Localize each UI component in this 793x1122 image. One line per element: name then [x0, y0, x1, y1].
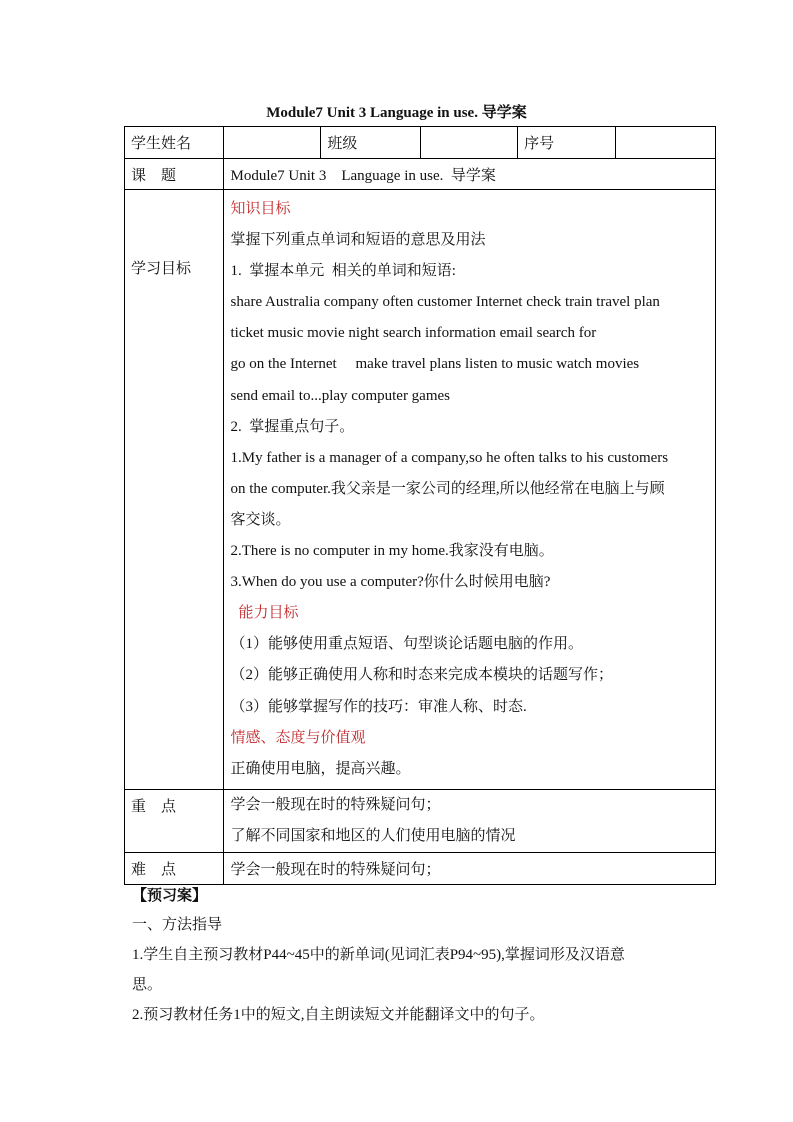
key-points-content: [224, 789, 716, 852]
preview-heading: 【预习案】: [132, 888, 208, 904]
ability-line: （2）能够正确使用人称和时态来完成本模块的话题写作；: [230, 667, 613, 684]
seat-number-field[interactable]: [616, 127, 716, 159]
sentence-line: 3.When do you use a computer?你什么时候用电脑?: [230, 574, 551, 591]
topic-row: [125, 159, 716, 190]
sentence-line: 1.My father is a manager of a company,so he often talks to his customers: [230, 449, 669, 466]
emotion-heading: 情感、态度与价值观: [230, 729, 366, 746]
objectives-row: [125, 190, 716, 790]
objectives-label-text: 学习目标: [131, 261, 192, 277]
student-info-row: [125, 127, 716, 159]
vocab-line: share Australia company often customer Internet check train travel plan: [230, 294, 660, 311]
seat-number-label: 序号: [518, 127, 616, 159]
sentence-line: 2.There is no computer in my home.我家没有电脑。: [230, 543, 554, 560]
key-points-row: [125, 789, 716, 852]
preview-item-1-cont: 思。: [132, 977, 163, 993]
difficult-points-label: 难 点: [125, 852, 224, 884]
student-name-label: 学生姓名: [125, 127, 224, 159]
key-points-label-text: 重 点: [131, 798, 177, 815]
objective-line: 1. 掌握本单元 相关的单词和短语:: [230, 263, 456, 280]
ability-heading: 能力目标: [238, 605, 299, 622]
sentence-line: on the computer.我父亲是一家公司的经理,所以他经常在电脑上与顾: [230, 480, 665, 497]
objective-line: 2. 掌握重点句子。: [230, 418, 355, 435]
preview-item-1: 1.学生自主预习教材P44~45中的新单词(见词汇表P94~95),掌握词形及汉语意: [132, 947, 625, 963]
sentence-line: 客交谈。: [230, 511, 291, 528]
emotion-line: 正确使用电脑，提高兴趣。: [230, 760, 411, 777]
phrase-line: go on the Internet make travel plans listen to music watch movies: [230, 356, 640, 373]
preview-item-2: 2.预习教材任务1中的短文,自主朗读短文并能翻译文中的句子。: [132, 1007, 545, 1023]
objective-line: 掌握下列重点单词和短语的意思及用法: [230, 232, 486, 249]
objectives-content: [224, 190, 716, 790]
key-point-line: 了解不同国家和地区的人们使用电脑的情况: [230, 827, 516, 844]
class-label: 班级: [321, 127, 421, 159]
topic-label: 课 题: [125, 159, 224, 190]
difficult-points-row: [125, 852, 716, 884]
ability-line: （1）能够使用重点短语、句型谈论话题电脑的作用。: [230, 636, 583, 653]
topic-value: Module7 Unit 3 Language in use. 导学案: [224, 159, 716, 190]
key-point-line: 学会一般现在时的特殊疑问句；: [230, 796, 441, 813]
key-points-label: [125, 789, 224, 852]
difficult-points-content: 学会一般现在时的特殊疑问句；: [224, 852, 716, 884]
ability-line: （3）能够掌握写作的技巧：审准人称、时态.: [230, 698, 527, 715]
vocab-line: ticket music movie night search information email search for: [230, 325, 597, 342]
objectives-label: [125, 190, 224, 790]
class-field[interactable]: [421, 127, 518, 159]
method-section-heading: 一、方法指导: [132, 917, 223, 933]
document-title: Module7 Unit 3 Language in use. 导学案: [266, 105, 527, 121]
student-name-field[interactable]: [224, 127, 321, 159]
lesson-plan-table: [124, 126, 716, 885]
phrase-line: send email to...play computer games: [230, 387, 451, 404]
knowledge-heading: 知识目标: [230, 201, 291, 217]
